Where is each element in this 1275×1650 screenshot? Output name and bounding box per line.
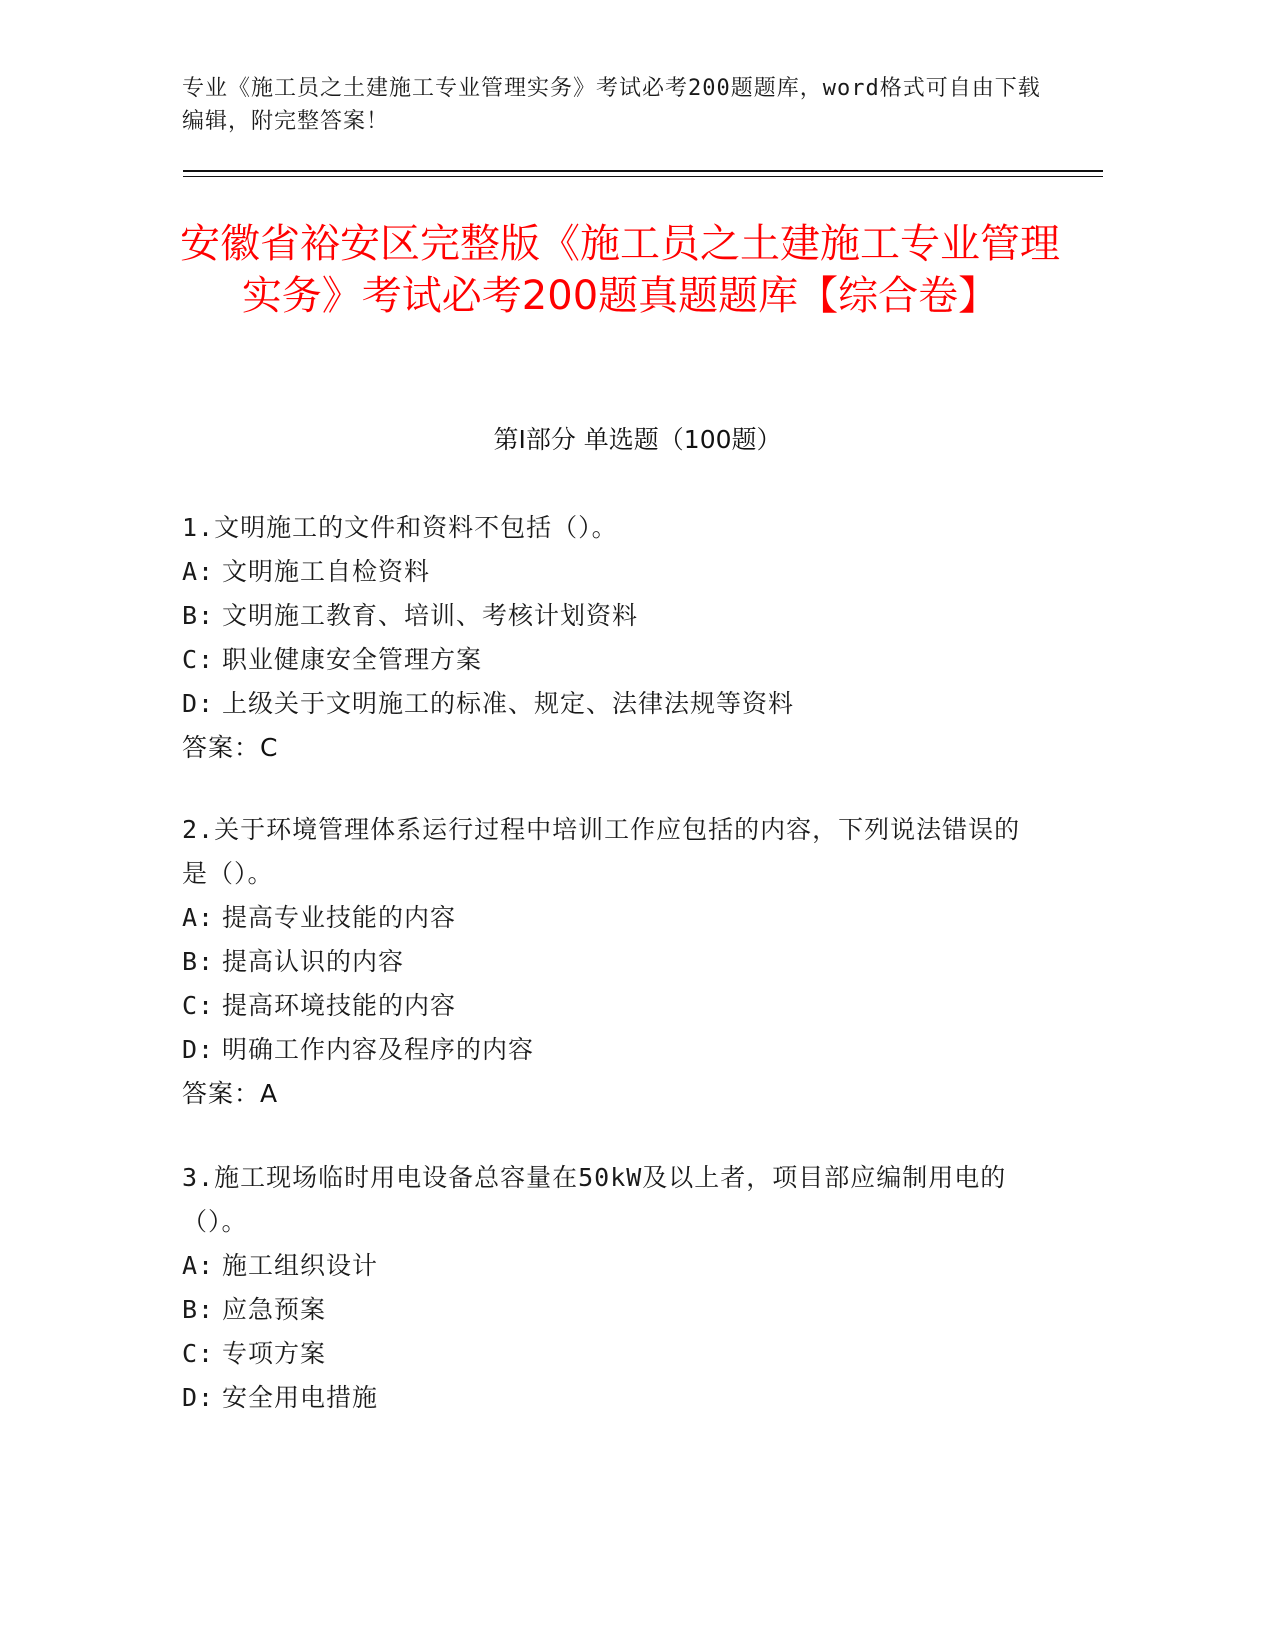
option-key: A: bbox=[182, 557, 215, 586]
option-key: A: bbox=[182, 903, 215, 932]
option-text: 文明施工自检资料 bbox=[222, 557, 431, 586]
option-text: 专项方案 bbox=[222, 1339, 327, 1368]
option-c bbox=[182, 984, 1042, 1028]
option-c bbox=[182, 638, 1042, 682]
option-key: D: bbox=[182, 1383, 215, 1412]
option-d bbox=[182, 1028, 1042, 1072]
option-d bbox=[182, 682, 1042, 726]
option-c bbox=[182, 1332, 1042, 1376]
question-block-3 bbox=[182, 1156, 1042, 1420]
option-text: 安全用电措施 bbox=[222, 1383, 379, 1412]
question-text: 2.关于环境管理体系运行过程中培训工作应包括的内容，下列说法错误的是（）。 bbox=[182, 815, 1021, 888]
question-text: 1.文明施工的文件和资料不包括（）。 bbox=[182, 513, 618, 542]
option-key: B: bbox=[182, 601, 215, 630]
question-block-1 bbox=[182, 506, 1042, 770]
option-text: 明确工作内容及程序的内容 bbox=[222, 1035, 535, 1064]
answer-line: 答案：C bbox=[182, 733, 279, 762]
option-a bbox=[182, 896, 1042, 940]
option-a bbox=[182, 1244, 1042, 1288]
option-key: A: bbox=[182, 1251, 215, 1280]
option-text: 提高专业技能的内容 bbox=[222, 903, 457, 932]
option-text: 职业健康安全管理方案 bbox=[222, 645, 483, 674]
option-b bbox=[182, 594, 1042, 638]
option-key: C: bbox=[182, 1339, 215, 1368]
option-d bbox=[182, 1376, 1042, 1420]
option-b bbox=[182, 940, 1042, 984]
option-text: 施工组织设计 bbox=[222, 1251, 379, 1280]
answer-line: 答案：A bbox=[182, 1079, 279, 1108]
option-text: 文明施工教育、培训、考核计划资料 bbox=[222, 601, 639, 630]
option-key: C: bbox=[182, 991, 215, 1020]
question-block-2 bbox=[182, 808, 1042, 1116]
option-text: 提高认识的内容 bbox=[222, 947, 405, 976]
header-divider-thin bbox=[183, 176, 1103, 177]
option-key: C: bbox=[182, 645, 215, 674]
option-text: 提高环境技能的内容 bbox=[222, 991, 457, 1020]
question-text: 3.施工现场临时用电设备总容量在50kW及以上者，项目部应编制用电的（）。 bbox=[182, 1163, 1007, 1236]
option-key: D: bbox=[182, 689, 215, 718]
option-key: D: bbox=[182, 1035, 215, 1064]
option-a bbox=[182, 550, 1042, 594]
option-key: B: bbox=[182, 947, 215, 976]
option-b bbox=[182, 1288, 1042, 1332]
section-heading: 第I部分 单选题（100题） bbox=[493, 425, 782, 454]
document-title: 安徽省裕安区完整版《施工员之土建施工专业管理实务》考试必考200题真题题库【综合卷】 bbox=[180, 221, 1060, 319]
option-text: 应急预案 bbox=[222, 1295, 327, 1324]
header-divider-thick bbox=[183, 170, 1103, 172]
intro-text: 专业《施工员之土建施工专业管理实务》考试必考200题题库，word格式可自由下载编辑，附完整答案！ bbox=[182, 76, 1041, 134]
option-key: B: bbox=[182, 1295, 215, 1324]
option-text: 上级关于文明施工的标准、规定、法律法规等资料 bbox=[222, 689, 795, 718]
